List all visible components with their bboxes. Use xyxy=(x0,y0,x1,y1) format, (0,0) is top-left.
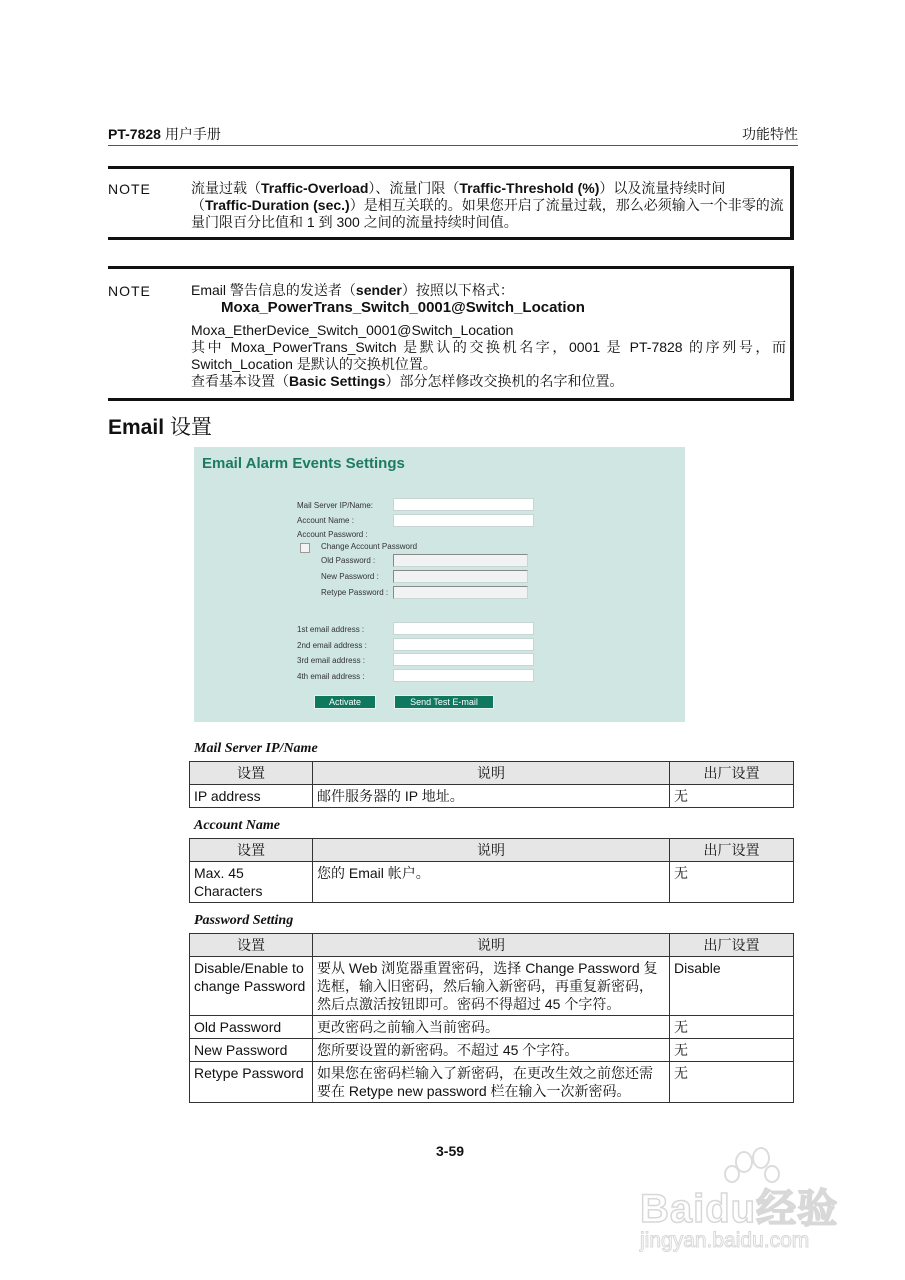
note-text xyxy=(191,282,786,390)
note-text-part: ）以及流量持续时间（ xyxy=(191,180,726,213)
note-term: sender xyxy=(355,282,402,298)
email1-label: 1st email address : xyxy=(297,625,365,634)
email4-label: 4th email address : xyxy=(297,672,365,681)
note-line: Moxa_EtherDevice_Switch_0001@Switch_Location xyxy=(191,322,514,338)
note-box-traffic xyxy=(108,166,794,240)
cell-setting: Disable/Enable to change Password xyxy=(190,957,313,1016)
cell-description: 如果您在密码栏输入了新密码，在更改生效之前您还需要在 Retype new password 栏在输入一次新密码。 xyxy=(313,1062,670,1103)
page-number: 3-59 xyxy=(436,1143,465,1159)
note-line xyxy=(191,373,786,390)
cell-default: 无 xyxy=(670,862,794,903)
product-name: PT-7828 xyxy=(108,126,161,142)
note-text-part: ）是相互关联的。如果您开启了流量过载，那么必须输入一个非零的流量门限百分比值和 1 到 300 之间的流量持续时间值。 xyxy=(191,197,784,230)
watermark-brand-en: Baidu xyxy=(640,1187,757,1231)
cell-default: 无 xyxy=(670,1039,794,1062)
change-password-checkbox[interactable] xyxy=(300,543,310,553)
note-text xyxy=(191,180,786,231)
cell-default: Disable xyxy=(670,957,794,1016)
note-label: NOTE xyxy=(108,283,151,299)
baidu-watermark xyxy=(640,1145,850,1270)
col-default: 出厂设置 xyxy=(670,934,794,957)
cell-description: 您所要设置的新密码。不超过 45 个字符。 xyxy=(313,1039,670,1062)
cell-description: 邮件服务器的 IP 地址。 xyxy=(313,785,670,808)
sender-address-format: Moxa_PowerTrans_Switch_0001@Switch_Location xyxy=(221,299,585,316)
table-header-row xyxy=(190,934,794,957)
note-text-part: ）部分怎样修改交换机的名字和位置。 xyxy=(385,373,624,389)
watermark-brand-zh: 经验 xyxy=(756,1187,839,1231)
table-row xyxy=(190,785,794,808)
table-row xyxy=(190,1016,794,1039)
col-setting: 设置 xyxy=(190,934,313,957)
note-term: Traffic-Duration (sec.) xyxy=(205,197,350,213)
email1-input[interactable] xyxy=(393,622,534,635)
table-row xyxy=(190,957,794,1016)
mail-server-table xyxy=(189,761,794,808)
note-text-part: ）按照以下格式： xyxy=(401,282,514,298)
watermark-brand xyxy=(640,1177,838,1234)
note-text-part: Email 警告信息的发送者（ xyxy=(191,282,356,298)
cell-description: 要从 Web 浏览器重置密码，选择 Change Password 复选框，输入旧密码，然后输入新密码，再重复新密码，然后点激活按钮即可。密码不得超过 45 个字符。 xyxy=(313,957,670,1016)
section-title-en: Email xyxy=(108,416,165,439)
note-box-sender xyxy=(108,266,794,401)
col-description: 说明 xyxy=(313,934,670,957)
email3-label: 3rd email address : xyxy=(297,656,366,665)
col-default: 出厂设置 xyxy=(670,839,794,862)
note-term: Traffic-Overload xyxy=(261,180,369,196)
col-setting: 设置 xyxy=(190,839,313,862)
retype-password-label: Retype Password : xyxy=(321,588,389,597)
send-test-email-button[interactable]: Send Test E-mail xyxy=(394,695,494,709)
panel-title: Email Alarm Events Settings xyxy=(202,455,405,472)
activate-button[interactable]: Activate xyxy=(314,695,376,709)
note-text-part: 查看基本设置（ xyxy=(191,373,289,389)
password-table xyxy=(189,933,794,1103)
cell-description: 更改密码之前输入当前密码。 xyxy=(313,1016,670,1039)
account-name-label: Account Name : xyxy=(297,516,354,525)
note-line: 其中 Moxa_PowerTrans_Switch 是默认的交换机名字，0001 是 PT-7828 的序列号，而 Switch_Location 是默认的交换机位置。 xyxy=(191,339,786,372)
running-header-chapter: 功能特性 xyxy=(742,126,798,142)
note-text-part: 流量过载（ xyxy=(191,180,261,196)
mail-server-input[interactable] xyxy=(393,498,534,511)
table-caption-account-name: Account Name xyxy=(194,818,280,833)
mail-server-label: Mail Server IP/Name: xyxy=(297,501,374,510)
new-password-label: New Password : xyxy=(321,572,379,581)
account-name-input[interactable] xyxy=(393,514,534,527)
old-password-input[interactable] xyxy=(393,554,528,567)
manual-label: 用户手册 xyxy=(164,126,221,142)
note-text-part: ）、流量门限（ xyxy=(368,180,460,196)
cell-default: 无 xyxy=(670,785,794,808)
email2-input[interactable] xyxy=(393,638,534,651)
account-name-table xyxy=(189,838,794,903)
cell-default: 无 xyxy=(670,1016,794,1039)
table-row xyxy=(190,1039,794,1062)
col-setting: 设置 xyxy=(190,762,313,785)
note-term: Traffic-Threshold (%) xyxy=(459,180,600,196)
email2-label: 2nd email address : xyxy=(297,641,367,650)
watermark-url: jingyan.baidu.com xyxy=(640,1229,810,1252)
note-label: NOTE xyxy=(108,181,151,197)
table-caption-mail-server: Mail Server IP/Name xyxy=(194,741,318,756)
cell-default: 无 xyxy=(670,1062,794,1103)
running-header-left xyxy=(108,124,221,144)
email-settings-panel xyxy=(194,447,685,722)
note-term: Basic Settings xyxy=(289,373,386,389)
cell-setting: Old Password xyxy=(190,1016,313,1039)
cell-setting: Retype Password xyxy=(190,1062,313,1103)
table-row xyxy=(190,1062,794,1103)
account-password-label: Account Password : xyxy=(297,530,368,539)
table-caption-password: Password Setting xyxy=(194,913,294,928)
cell-setting: Max. 45 Characters xyxy=(190,862,313,903)
old-password-label: Old Password : xyxy=(321,556,376,565)
table-header-row xyxy=(190,762,794,785)
cell-setting: New Password xyxy=(190,1039,313,1062)
new-password-input[interactable] xyxy=(393,570,528,583)
retype-password-input[interactable] xyxy=(393,586,528,599)
table-row xyxy=(190,862,794,903)
header-divider xyxy=(108,145,798,146)
col-default: 出厂设置 xyxy=(670,762,794,785)
section-title xyxy=(108,411,212,441)
cell-description: 您的 Email 帐户。 xyxy=(313,862,670,903)
cell-setting: IP address xyxy=(190,785,313,808)
email4-input[interactable] xyxy=(393,669,534,682)
email3-input[interactable] xyxy=(393,653,534,666)
col-description: 说明 xyxy=(313,762,670,785)
table-header-row xyxy=(190,839,794,862)
note-line xyxy=(191,282,786,299)
col-description: 说明 xyxy=(313,839,670,862)
change-password-label: Change Account Password xyxy=(321,542,418,551)
section-title-zh: 设置 xyxy=(169,416,212,439)
